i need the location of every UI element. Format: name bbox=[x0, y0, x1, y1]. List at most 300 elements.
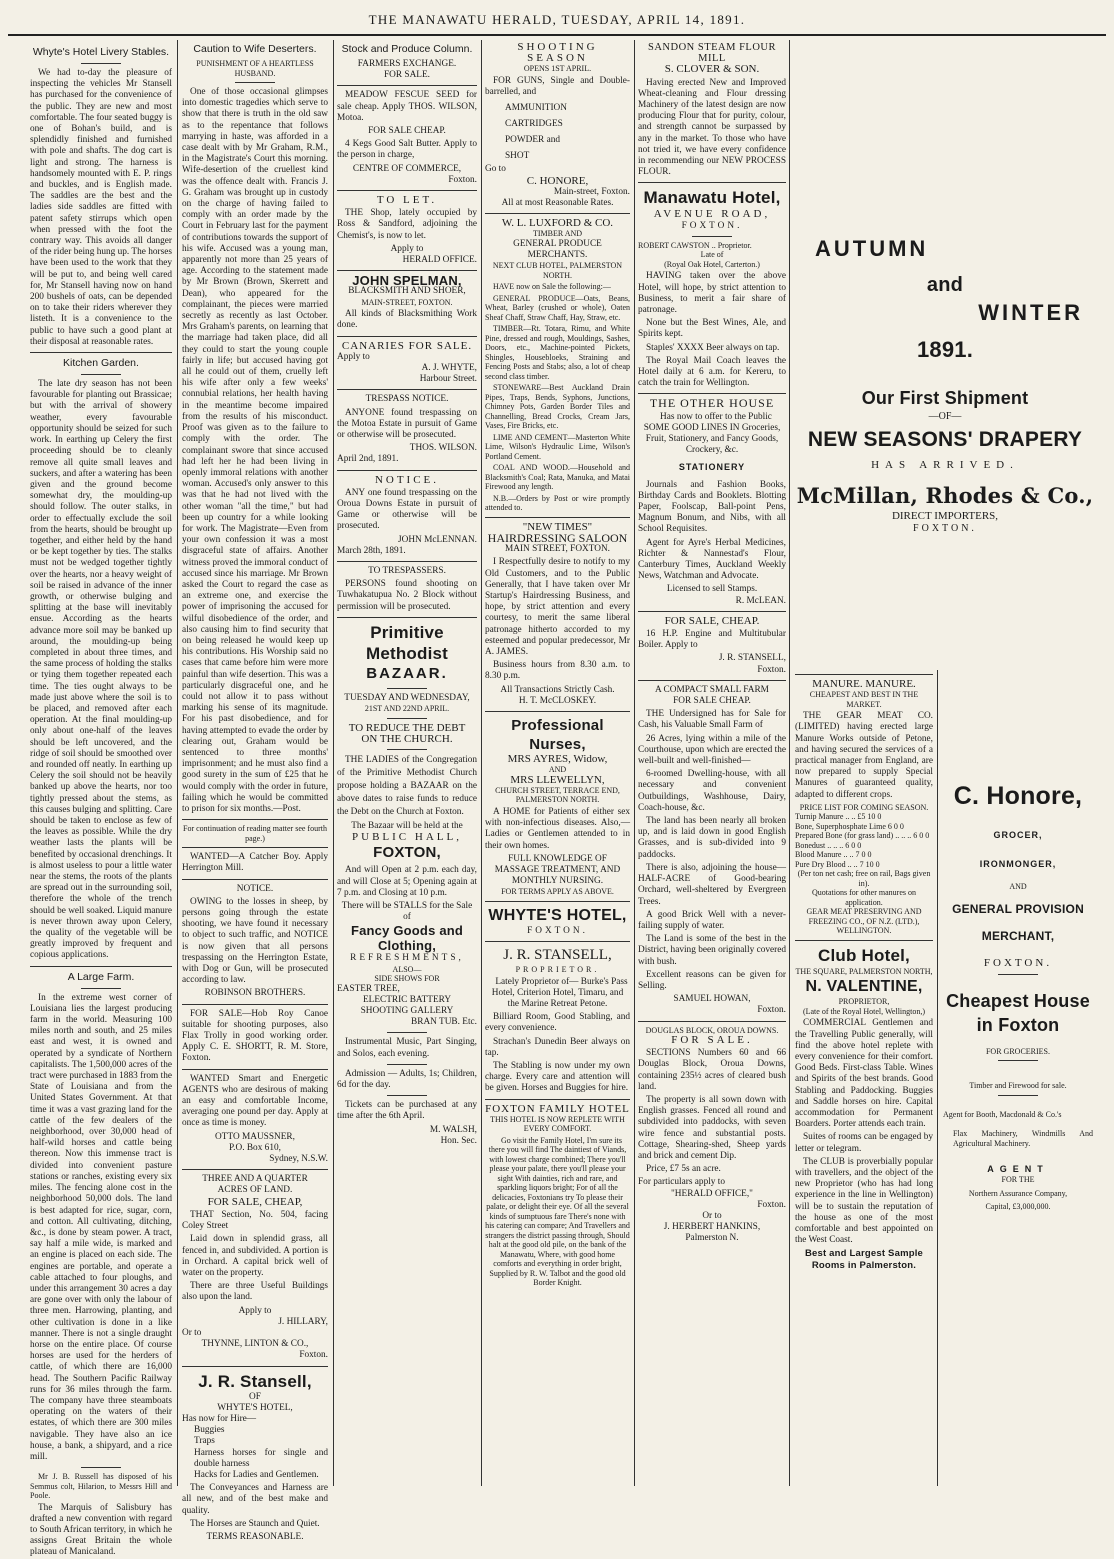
ad-title: McMillan, Rhodes & Co., bbox=[796, 483, 1094, 509]
ad-text: March 28th, 1891. bbox=[337, 545, 406, 556]
ad-text: Suites of rooms can be engaged by letter or telegram. bbox=[795, 1132, 933, 1154]
ad-heading: WHYTE'S HOTEL, bbox=[217, 1402, 293, 1413]
price-row: Bonedust .. .. .. 6 0 0 bbox=[795, 840, 862, 850]
ad-heading: A COMPACT SMALL FARM bbox=[655, 684, 769, 695]
ad-signature: Palmerston N. bbox=[685, 1233, 739, 1244]
ad-heading: STATIONERY bbox=[678, 462, 746, 473]
ad-title: WINTER bbox=[978, 300, 1083, 325]
ad-signature: THYNNE, LINTON & CO., bbox=[201, 1339, 309, 1350]
ad-heading: FOR SALE. bbox=[671, 1034, 753, 1047]
ad-text: There will be STALLS for the Sale of bbox=[341, 900, 473, 923]
ad-text: SECTIONS Numbers 60 and 66 Douglas Block, Oroua Downs, containing 235½ acres of cleared bush land. bbox=[638, 1048, 786, 1092]
ad-heading: PUBLIC HALL, bbox=[352, 831, 462, 844]
ad-heading: TRESPASS NOTICE. bbox=[365, 394, 449, 405]
article-heading: Kitchen Garden. bbox=[63, 357, 139, 370]
ad-text: OF bbox=[249, 1391, 261, 1402]
ad-text: N.B.—Orders by Post or wire promptly attended to. bbox=[485, 493, 630, 513]
ad-heading: REFRESHMENTS, bbox=[350, 953, 464, 964]
masthead-rule bbox=[8, 34, 1106, 36]
ad-text: All kinds of Blacksmithing Work done. bbox=[337, 309, 477, 331]
section-heading: FARMERS EXCHANGE. bbox=[357, 59, 457, 69]
ad-signature: J. HERBERT HANKINS, bbox=[663, 1222, 761, 1233]
ad-subheading: PRICE LIST FOR COMING SEASON. bbox=[799, 802, 929, 812]
ad-text: OWING to the losses in sheep, by persons going through the estate shooting, we have found it necessary to object to such traffic, and NOTICE is now given that all persons trespassing on the Herrington Estate, with Dog or Gun, will be prosecuted according to law. bbox=[182, 896, 328, 986]
column-6 bbox=[795, 40, 1095, 1486]
article-text: The late dry season has not been favourable for planting out Brassicae; but with the arrival of showery weather, every favourable opportunity should be seized for such work. In earthing up Celery the first proceeding should be to cleanly remove all quite small leaves and suckers, and after a watering has been given and the ground become somewhat dry, the moulding-up should follow. The outer stalks, in order to effectually exclude the soil from the hearts, should be brought up together, and either held by the hand or be kept together by ties. The stalks must not be wedged together tightly over the hearts, nor a heavy weight of soil be raised in advance of the inner growth, or otherwise bulging and splitting at the base will inevitably ensue. According as the hearts advance more soil may be banked up around, the moulding-up being completed in about three times, and the same process of holding the stalks or tying them together repeated each time. The ties ought always to be made just above where the soil is to be placed, and removed after each operation. At the final moulding-up only about one-half of the leaves should be left uncovered, and the ridge of soil should be smoothed over and rounded off neatly. In earthing up Celery the soil should not be heavily banked up above the hearts, nor too tightly pressed about the stems, as this causes bulging and splitting. Care should be taken to enclose as few of the leaves as possible. While the dry weather lasts the plants will be benefited by occasional drenchings. It is almost useless to pour a little water near the stems, the roots of the plants are spread out in the surrounding soil, therefore the whole of the trench should be well soaked. Liquid manure is never thrown away upon Celery, the quality of the vegetable will be greatly improved by frequent and copious applications. bbox=[30, 379, 173, 961]
divider bbox=[998, 974, 1038, 975]
ad-signature: A. J. WHYTE, bbox=[421, 362, 477, 373]
manure-club-column bbox=[795, 670, 938, 1486]
ad-text: COAL AND WOOD.—Household and Blacksmith's Coal; Rata, Manuka, and Matai Firewood any length. bbox=[485, 463, 630, 492]
ad-text: For particulars apply to bbox=[638, 1177, 726, 1188]
divider bbox=[337, 389, 477, 390]
ad-text: Having erected New and Improved Wheat-cleaning and Flour dressing Machinery of the latest design are now producing Flour that for purity, colour, and strength cannot be surpassed by any in the market. To those who have not tried it, we have every confidence in recommending our NEW PROCESS FLOUR. bbox=[638, 77, 786, 178]
ad-signature: ROBINSON BROTHERS. bbox=[204, 988, 306, 999]
ad-text: PERSONS found shooting on Tuwhakatupua No. 2 Block without permission will be prosecuted. bbox=[337, 579, 477, 612]
ad-text: CHURCH STREET, TERRACE END, PALMERSTON NORTH. bbox=[495, 785, 620, 805]
ad-text: NEXT CLUB HOTEL, PALMERSTON NORTH. bbox=[492, 261, 623, 280]
ad-signature: JOHN McLENNAN. bbox=[397, 534, 477, 545]
ad-text: 21ST AND 22ND APRIL. bbox=[364, 704, 450, 714]
article-text: Mr J. B. Russell has disposed of his Semmus colt, Hilarion, to Messrs Hill and Poole. bbox=[30, 1472, 172, 1501]
ad-text: The Bazaar will be held at the bbox=[351, 820, 463, 831]
ad-signature: M. WALSH, bbox=[429, 1124, 477, 1135]
ad-heading: IRONMONGER, bbox=[979, 859, 1057, 870]
ad-signature: C. HONORE, bbox=[526, 174, 589, 187]
ad-heading: ACRES OF LAND. bbox=[217, 1185, 293, 1196]
ad-title: 1891. bbox=[916, 337, 974, 362]
ad-text: THE SQUARE, PALMERSTON NORTH, bbox=[795, 966, 933, 976]
ad-list bbox=[485, 100, 630, 164]
divider bbox=[638, 182, 786, 183]
ad-text: (Royal Oak Hotel, Carterton.) bbox=[664, 259, 760, 269]
ad-signature: J. R. STANSELL, bbox=[718, 653, 786, 664]
column-divider bbox=[481, 40, 482, 1486]
ad-text: 4 Kegs Good Salt Butter. Apply to the person in charge, bbox=[337, 139, 477, 161]
ad-signature: Harbour Street. bbox=[419, 374, 477, 385]
list-item: AMMUNITION bbox=[505, 103, 567, 114]
ad-title: BAZAAR. bbox=[366, 664, 448, 682]
ad-text: TIMBER—Rt. Totara, Rimu, and White Pine, dressed and rough, Mouldings, Sashes, Doors, etc., Machine-pointed Pickets, Shingles, Housebloeks, Straining and Fencing Posts and Stabs; also, a lot of cheap second class timber. bbox=[485, 324, 630, 381]
divider bbox=[638, 393, 786, 394]
ad-heading: FOR SALE, CHEAP. bbox=[664, 614, 760, 627]
ad-text: (Late of the Royal Hotel, Wellington,) bbox=[802, 1006, 926, 1016]
ad-signature: Hon. Sec. bbox=[440, 1135, 477, 1146]
ad-heading: TO REDUCE THE DEBT bbox=[348, 721, 466, 734]
article-text: One of those occasional glimpses into domestic tragedies which serve to show that there is truth in the old saw as to the repentance that follows marrying in haste, was afforded in a case dealt with by Mr Graham, R.M., in the Magistrate's Court this morning. Wife-desertion of the cruellest kind was the offence dealt with. Francis J. G. Graham was brought up in custody on the charge of having failed to comply with an order made by the Court in February last for the payment of contributions towards the support of his wife. Accused was a young man, apparently not more than 25 years of age. According to the statement made by Mr Brown (Brown, Skerrett and Dean), who appeared for the complainant, the pieces were married secretly as recently as last October. Mrs Graham's parents, on learning that the marriage had taken place, did all they could to start the young couple fairly in life; but accused having got all he could out of them, cruelly left his wife after only a few weeks' connubial relations, her health having in the meantime become impaired from the results of his misconduct. Proof was given as to the failure to comply with the order. The complainant swore that since accused had left her he had been living in openly immoral relations with another woman. Accused's only answer to this was that he had not lived with the other woman "all the time," but had been up country for a while looking for work. The Magistrate—Even from your own confession it was a most disgraceful state of affairs. Another witness proved the immoral conduct of accused since his marriage. Mr Brown asked the Court to regard the case as an extreme one, and exercise the power of imprisoning the accused for wilful disobedience of the order, and also causing him to find security that on being released he would keep up his contributions. His Worship said no cases that came before him were more painful than wife desertion. This was a particularly disgraceful one, and he could not allow it to pass without marking his sense of its magnitude. For his past disobedience, and for having attempted to evade the order by clearing out, Graham would be sentenced to three months' imprisonment; and he must also find a good surety in the sum of £25 that he would comply with the order in future, failing which he would be committed to prison for six months.—Post. bbox=[182, 87, 328, 814]
divider bbox=[638, 680, 786, 681]
ad-text: PROPRIETOR. bbox=[515, 965, 600, 975]
ad-text: THE Undersigned has for Sale for Cash, his Valuable Small Farm of bbox=[638, 709, 786, 731]
ad-heading: FOR SALE CHEAP. bbox=[673, 696, 751, 707]
ad-text: THE LADIES of the Congregation of the Primitive Methodist Church propose holding a BAZAAR on the above dates to raise funds to reduce the Debt on the Church at Foxton. bbox=[337, 754, 477, 817]
list-item: Harness horses for single and double harness bbox=[194, 1447, 328, 1469]
ad-text: Apply to bbox=[238, 1305, 272, 1316]
ad-text: The Horses are Staunch and Quiet. bbox=[190, 1518, 320, 1529]
divider bbox=[998, 1060, 1038, 1061]
honore-column bbox=[943, 670, 1093, 1486]
ad-text: The Land is some of the best in the District, having been originally covered with bush. bbox=[638, 934, 786, 967]
divider bbox=[81, 1467, 121, 1468]
ad-title: FOXTON, bbox=[373, 844, 441, 862]
divider bbox=[387, 1064, 427, 1065]
ad-heading: TIMBER AND bbox=[532, 229, 583, 239]
ad-text: PROPRIETOR, bbox=[838, 997, 890, 1007]
divider bbox=[182, 819, 328, 820]
ad-heading: FOR SALE CHEAP. bbox=[368, 126, 446, 137]
ad-signature: CENTRE OF COMMERCE, bbox=[352, 163, 462, 174]
divider bbox=[387, 1032, 427, 1033]
ad-heading: W. L. LUXFORD & CO. bbox=[501, 217, 614, 230]
ad-signature: "HERALD OFFICE," bbox=[671, 1188, 753, 1199]
ad-text: AND bbox=[548, 765, 567, 775]
article-heading: A Large Farm. bbox=[67, 970, 135, 983]
ad-heading: SANDON STEAM FLOUR MILL bbox=[647, 42, 776, 65]
divider bbox=[387, 749, 427, 750]
ad-text: FOR TERMS APPLY AS ABOVE. bbox=[501, 887, 614, 897]
ad-signature: HERALD OFFICE. bbox=[402, 255, 477, 266]
divider bbox=[30, 352, 172, 353]
divider bbox=[485, 517, 630, 518]
ad-text: 6-roomed Dwelling-house, with all necessary and convenient Outbuildings, Washhouse, Dairy, Coach-house, &c. bbox=[638, 769, 786, 813]
column-3 bbox=[337, 40, 477, 1486]
ad-heading: MERCHANTS. bbox=[527, 250, 588, 261]
column-2 bbox=[182, 40, 328, 1542]
ad-signature: OTTO MAUSSNER, bbox=[215, 1131, 295, 1142]
divider bbox=[485, 213, 630, 214]
ad-heading: THE OTHER HOUSE bbox=[649, 396, 775, 411]
ad-text: Capital, £3,000,000. bbox=[985, 1202, 1051, 1212]
ad-heading: Best and Largest Sample Rooms in Palmerston. bbox=[804, 1248, 924, 1271]
ad-heading: GROCER, bbox=[993, 830, 1043, 840]
ad-heading: S. CLOVER & SON. bbox=[664, 63, 760, 76]
price-row: Bone, Superphosphate Lime 6 0 0 bbox=[795, 821, 904, 831]
ad-text: And will Open at 2 p.m. each day, and will Close at 5; Opening again at 7 p.m. and Closing at 10 p.m. bbox=[337, 865, 477, 898]
ad-text: Laid down in splendid grass, all fenced in, and subdivided. A portion is in Orchard. A capital brick well of water on the property. bbox=[182, 1234, 328, 1278]
divider bbox=[638, 611, 786, 612]
ad-text: THIS HOTEL IS NOW REPLETE WITH EVERY COMFORT. bbox=[490, 1114, 625, 1134]
ad-text: FOR SALE—Hob Roy Canoe suitable for shooting purposes, also Flax Trolly in good working order. Apply C. E. SHORTT, R. M. Store, Foxton. bbox=[182, 1008, 328, 1064]
divider bbox=[387, 718, 427, 719]
ad-text: AND bbox=[1009, 882, 1027, 892]
ad-text: FOR GUNS, Single and Double-barrelled, and bbox=[485, 75, 630, 98]
ad-text: BRAN TUB. Etc. bbox=[411, 1017, 477, 1028]
ad-text: LIME AND CEMENT—Masterton White Lime, Wilson's Hydraulic Lime, Wilson's Portland Cement. bbox=[485, 432, 630, 461]
masthead bbox=[0, 0, 1114, 38]
hire-list bbox=[182, 1425, 328, 1481]
divider bbox=[81, 374, 121, 375]
ad-heading: FULL KNOWLEDGE OF MASSAGE TREATMENT, AND MONTHLY NURSING. bbox=[494, 853, 621, 887]
ad-text: All Transactions Strictly Cash. bbox=[500, 684, 615, 695]
price-row: Blood Manure .. .. 7 0 0 bbox=[795, 850, 872, 860]
ad-text: COMMERCIAL Gentlemen and the Travelling Public generally, will find the above hotel replete with every convenience for their comfort. Good Beds. First-class Table. Wines and Spirits of the best brands. Good Stabling and Paddocking. Buggies and Saddle horses on hire. Capital accommodation for Permanent Boarders. Porter attends each train. bbox=[795, 1018, 933, 1130]
ad-subheading: CHEAPEST AND BEST IN THE MARKET. bbox=[809, 690, 919, 709]
divider bbox=[182, 1169, 328, 1170]
ad-text: None but the Best Wines, Ale, and Spirits kept. bbox=[638, 318, 786, 340]
divider bbox=[485, 941, 630, 942]
ad-text: 26 Acres, lying within a mile of the Courthouse, upon which are erected the well-built and well-finished— bbox=[638, 733, 786, 767]
divider bbox=[30, 966, 172, 967]
column-divider bbox=[634, 40, 635, 1486]
divider bbox=[337, 190, 477, 191]
ad-heading: FOXTON. bbox=[527, 925, 588, 936]
ad-title: J. R. Stansell, bbox=[198, 1371, 312, 1391]
list-item: CARTRIDGES bbox=[505, 119, 563, 130]
ad-title: Cheapest House in Foxton bbox=[946, 990, 1090, 1035]
ad-text: SHOOTING GALLERY bbox=[360, 1005, 454, 1016]
ad-text: A HOME for Patients of either sex with non-infectious diseases. Also,—Ladies or Gentlemen attended to in their own homes. bbox=[485, 806, 630, 851]
article-heading: Whyte's Hotel Livery Stables. bbox=[32, 46, 170, 58]
ad-text: WANTED—A Catcher Boy. Apply Herrington Mill. bbox=[182, 852, 328, 874]
article-text: The Marquis of Salisbury has drafted a new convention with regard to South African territory, in which he assigns Great Britain the whole plateau of Manicaland. bbox=[30, 1502, 172, 1558]
ad-text: The CLUB is proverbially popular with travellers, and the object of the new Proprietor (who has had long experience in the line in Wellington) will be to sustain the reputation of the house as one of the most comfortable and best appointed on the West Coast. bbox=[795, 1156, 933, 1246]
divider bbox=[337, 470, 477, 471]
ad-signature: Foxton. bbox=[757, 1199, 786, 1210]
divider bbox=[337, 270, 477, 271]
ad-heading: MRS AYRES, Widow, bbox=[507, 752, 608, 765]
ad-text: Northern Assurance Company, bbox=[968, 1188, 1068, 1198]
ad-heading: FOR SALE, CHEAP, bbox=[207, 1195, 303, 1208]
divider bbox=[81, 988, 121, 989]
ad-signature: Foxton. bbox=[757, 1005, 786, 1016]
column-4 bbox=[485, 40, 630, 1486]
ad-heading: FOXTON. bbox=[983, 957, 1053, 970]
ad-text: Journals and Fashion Books, Birthday Cards and Booklets. Blotting Paper, Foolscap, Ball-point Pens, Magnum Bonum, and Nibs, with all School Requisites. bbox=[638, 479, 786, 535]
ad-heading: DOUGLAS BLOCK, OROUA DOWNS. bbox=[645, 1025, 779, 1035]
masthead-title: THE MANAWATU HERALD, TUESDAY, APRIL 14, 1891. bbox=[368, 12, 746, 27]
ad-text: ANY one found trespassing on the Oroua Downs Estate in pursuit of Game or otherwise will be prosecuted. bbox=[337, 487, 477, 532]
ad-heading: NOTICE. bbox=[236, 883, 274, 894]
ad-text: FOR THE bbox=[1001, 1175, 1035, 1185]
divider bbox=[81, 63, 121, 64]
ad-heading: THREE AND A QUARTER bbox=[202, 1174, 308, 1185]
ad-heading: FOXTON FAMILY HOTEL bbox=[485, 1102, 630, 1115]
ad-text: Or to bbox=[702, 1211, 722, 1222]
ad-text: Admission — Adults, 1s; Children, 6d for the day. bbox=[337, 1068, 477, 1090]
column-heading: Stock and Produce Column. bbox=[341, 43, 473, 55]
list-item: Hacks for Ladies and Gentlemen. bbox=[194, 1469, 319, 1480]
ad-text: GENERAL PRODUCE—Oats, Beans, Wheat, Barley (crushed or whole), Oaten Sheaf Chaff, Straw Chaff, Hay, Straw, etc. bbox=[485, 293, 630, 322]
ad-heading: AVENUE ROAD, bbox=[653, 208, 771, 221]
ad-text: The Stabling is now under my own charge. Every care and attention will be given. Horses and Buggies for hire. bbox=[485, 1060, 630, 1094]
divider bbox=[638, 1021, 786, 1022]
ad-text: TERMS REASONABLE. bbox=[206, 1531, 304, 1542]
divider bbox=[485, 901, 630, 902]
ad-text: Apply to bbox=[390, 243, 424, 254]
ad-text: A good Brick Well with a never-failing supply of water. bbox=[638, 909, 786, 931]
ad-heading: ON THE CHURCH. bbox=[361, 732, 453, 745]
ad-text: THAT Section, No. 504, facing Coley Street bbox=[182, 1209, 328, 1232]
ad-text: EASTER TREE, bbox=[337, 983, 400, 994]
ad-title: Manawatu Hotel, bbox=[643, 188, 781, 208]
ad-text: The Conveyances and Harness are all new, and of the best make and quality. bbox=[182, 1483, 328, 1516]
article-text: In the extreme west corner of Louisiana lies the largest producing farm in the world. Measuring 100 miles north and south, and 25 miles east and west, it is owned and operated by a syndicate of Northern capitalists. The 1,500,000 acres of the tract were purchased in 1883 from the State of Louisiana and from the United States Government. At that time it was a vast grazing land for the cattle of the few dealers of the neighborhood, over 30,000 head of half-wild horses and cattle being thereon. Now this immense tract is divided into convenient pasture stations or ranches, existing every six miles. The fencing alone cost in the neighborhood 50,000 dols. The land is best adapted for rice, sugar, corn, and cotton. All cultivating, ditching, &c., is done by steam power. A tract, say half a mile wide, is marked and an engine is placed on each side. The engines are portable, and operate a cable attached to four ploughs, and under this arrangement 30 acres a day are gone over with only the labour of three men. Harrowing, planting, and other cultivation is done in a like manner. There is not a single draught horse on the entire place. Of course horses are used for the herders of cattle, of which there are 16,000 head. The Southern Pacific Railway runs for 36 miles through the farm. The company have three steamboats operating on the waters of their estates, of which there are 300 miles navigable. They have also an ice house, a bank, a shipyard, and a rice mill. bbox=[30, 992, 172, 1462]
article-text: We had to-day the pleasure of inspecting the vehicles Mr Stansell has purchased for the convenience of the public. They are new and most comfortable. The four seated buggy is one of Bohan's build, and is splendidly finished and furnished with pole and shafts. The dog cart is light and strong. The harness is handsomely mounted with E. P. rings and buckles, and is English made. The saddles are the best and the ladies side saddles are fitted with patent safety stirrups which open when pressed with the foot the contrary way. This avoids all danger of the rider being hung up. The horses have been used to the work that they will be put to, and being well cared for, Mr Stansell having now on hand 200 bushels of oats, can be depended on to take their riders wherever they listeth. It is a convenience to the public to have such a good plant at their disposal at reasonable rates. bbox=[30, 68, 172, 347]
spacer bbox=[795, 40, 1095, 235]
ad-text: Late of bbox=[700, 250, 724, 260]
divider bbox=[692, 236, 732, 237]
price-row: Pure Dry Blood .. .. 7 10 0 bbox=[795, 859, 880, 869]
ad-heading: GENERAL PROVISION bbox=[952, 901, 1084, 916]
ad-heading: GENERAL PRODUCE bbox=[513, 238, 602, 249]
ad-signature: H. T. McCLOSKEY. bbox=[518, 695, 597, 706]
ad-text: Or to bbox=[182, 1327, 202, 1338]
column-5 bbox=[638, 40, 786, 1486]
ad-text: Licensed to sell Stamps. bbox=[666, 584, 758, 595]
price-row: Turnip Manure .. .. £5 10 0 bbox=[795, 812, 882, 822]
price-list bbox=[795, 812, 933, 869]
divider bbox=[387, 1095, 427, 1096]
ad-text: Flax Machinery, Windmills And Agricultural Machinery. bbox=[953, 1129, 1093, 1148]
divider bbox=[485, 711, 630, 712]
divider bbox=[387, 688, 427, 689]
list-item: Traps bbox=[194, 1436, 215, 1447]
ad-text: I Respectfully desire to notify to my Old Customers, and to the Public Generally, that I have taken over Mr Startup's Hairdressing Business, and hope, by strict attention and every courtesy, to merit the same liberal patronage hitherto accorded to my esteemed and popular predecessor, Mr A. JAMES. bbox=[485, 557, 630, 657]
ad-heading: CANARIES FOR SALE. bbox=[341, 339, 473, 352]
ad-title: Fancy Goods and Clothing, bbox=[350, 923, 464, 954]
ad-signature: Foxton. bbox=[757, 664, 786, 675]
ad-heading: "NEW TIMES" bbox=[522, 520, 593, 533]
divider bbox=[795, 940, 933, 941]
ad-poem: Go visit the Family Hotel, I'm sure its there you will find The daintiest of Viands, with lowest charge combined; There you'll please your palate, there you'll please your sight With dainties, rich and rare, and sparkling liquors bright; For of all the delicacies, Foxtonians try To please their palate, or delight their eye. Of all the several kinds of sumptuous fare There's none with his catering can compare; And Travellers and strangers the district passing through, Should halt at the good old pile, on the bank of the Manawatu, Where, with good home comforts and everything in order bright, Supplied by R. W. Talbot and the good old Border Knight. bbox=[485, 1135, 630, 1288]
divider bbox=[485, 1099, 630, 1100]
divider bbox=[795, 674, 933, 675]
ad-text: Tickets can be purchased at any time after the 6th April. bbox=[337, 1100, 477, 1122]
ad-heading: TO LET. bbox=[376, 194, 438, 207]
ad-text: Business hours from 8.30 a.m. to 8.30 p.m. bbox=[485, 660, 630, 682]
ad-heading: MRS LLEWELLYN, bbox=[510, 773, 605, 786]
ad-signature: GEAR MEAT PRESERVING AND FREEZING CO., OF N.Z. (LTD.), WELLINGTON. bbox=[806, 907, 922, 936]
ad-heading: MANURE. MANURE. bbox=[812, 678, 916, 690]
list-item: Buggies bbox=[194, 1425, 225, 1436]
divider bbox=[182, 1366, 328, 1367]
ad-title: AUTUMN bbox=[815, 236, 929, 261]
divider bbox=[337, 617, 477, 618]
ad-text: The land has been nearly all broken up, and is laid down in good English Grasses, and is sub-divided into 9 paddocks. bbox=[638, 816, 786, 860]
ad-text: Apply to bbox=[337, 351, 370, 362]
divider bbox=[998, 1095, 1038, 1096]
ad-text: Instrumental Music, Part Singing, and Solos, each evening. bbox=[337, 1037, 477, 1059]
ad-title: JOHN SPELMAN, bbox=[352, 273, 462, 289]
ad-text: HAVE now on Sale the following:— bbox=[493, 282, 611, 292]
ad-title: Club Hotel, bbox=[818, 945, 910, 965]
ad-heading: MAIN-STREET, FOXTON. bbox=[361, 297, 453, 307]
ad-title: J. R. STANSELL, bbox=[503, 947, 612, 964]
price-row: Prepared Bone (for grass land) .. .. .. 6 0 0 bbox=[795, 831, 930, 841]
article-subheading: PUNISHMENT OF A HEARTLESS HUSBAND. bbox=[196, 59, 314, 78]
ad-title: NEW SEASONS' DRAPERY bbox=[807, 428, 1083, 452]
ad-heading: DIRECT IMPORTERS, bbox=[891, 510, 999, 523]
list-item: POWDER and bbox=[505, 135, 561, 146]
ad-signature: THOS. WILSON. bbox=[409, 443, 477, 454]
ad-text: The Royal Mail Coach leaves the Hotel daily at 6 a.m. for Kereru, to catch the train for Wellington. bbox=[638, 355, 786, 389]
column-divider bbox=[789, 40, 790, 1486]
divider bbox=[337, 85, 477, 86]
ad-text: FOR GROCERIES. bbox=[985, 1046, 1050, 1056]
divider bbox=[235, 82, 275, 83]
ad-text: Excellent reasons can be given for Selling. bbox=[638, 969, 786, 991]
divider bbox=[182, 1004, 328, 1005]
ad-text: STONEWARE—Best Auckland Drain Pipes, Traps, Bends, Syphons, Junctions, Chimney Pots, Garden Border Tiles and Channelling, Bread Crocks, Cream Jars, Vases, Fire Bricks, etc. bbox=[485, 383, 630, 431]
ad-heading: MERCHANT, bbox=[981, 929, 1055, 944]
divider bbox=[182, 847, 328, 848]
ad-heading: HAS ARRIVED. bbox=[871, 459, 1019, 472]
ad-text: Has now for Hire— bbox=[182, 1413, 257, 1424]
continuation-note: For continuation of reading matter see fourth page.) bbox=[183, 824, 327, 843]
ad-text: Lately Proprietor of— Burke's Pass Hotel, Criterion Hotel, Timaru, and the Marine Retreat Petone. bbox=[491, 976, 628, 1009]
column-divider bbox=[177, 40, 178, 1486]
ad-title: WHYTE'S HOTEL, bbox=[488, 906, 627, 924]
column-divider bbox=[333, 40, 334, 1486]
spacer bbox=[943, 670, 1093, 780]
ad-heading: FOXTON. bbox=[913, 522, 977, 534]
ad-text: 16 H.P. Engine and Multitubular Boiler. Apply to bbox=[638, 629, 786, 651]
divider bbox=[337, 336, 477, 337]
ad-text: HAVING taken over the above Hotel, will hope, by strict attention to Business, to merit a fair share of patronage. bbox=[638, 271, 786, 315]
ad-signature: R. McLEAN. bbox=[735, 595, 786, 606]
ad-signature: Main-street, Foxton. bbox=[553, 186, 630, 197]
ad-signature: P.O. Box 610, bbox=[229, 1142, 281, 1153]
ad-text: Staples' XXXX Beer always on tap. bbox=[646, 342, 780, 353]
ad-text: Billiard Room, Good Stabling, and every convenience. bbox=[485, 1012, 630, 1034]
ad-text: Price, £7 5s an acre. bbox=[646, 1164, 721, 1175]
ad-title: Primitive Methodist bbox=[365, 622, 449, 663]
ad-heading: TO TRESPASSERS. bbox=[368, 566, 446, 577]
ad-heading: FOXTON. bbox=[681, 220, 743, 231]
ad-text: Go to bbox=[485, 164, 506, 175]
divider bbox=[182, 1069, 328, 1070]
ad-text: Has now to offer to the Public SOME GOOD LINES IN Groceries, Fruit, Stationery, and Fancy Goods, Crockery, &c. bbox=[643, 411, 781, 456]
ad-text: The property is all sown down with English grasses. Fenced all round and subdivided into paddocks, with seven wire fence and substantial posts. Cottage, Shearing-shed, Sheep yards and brick and cement Dip. bbox=[638, 1095, 786, 1162]
ad-title: Professional Nurses, bbox=[511, 716, 604, 753]
ad-text: WANTED Smart and Energetic AGENTS who are desirous of making an easy and comfortable Income, averaging one pound per day. Apply at once as time is money. bbox=[182, 1073, 328, 1129]
ad-text: ALSO— bbox=[392, 964, 422, 974]
ad-text: April 2nd, 1891. bbox=[337, 454, 399, 465]
ad-heading: AGENT bbox=[987, 1164, 1049, 1175]
ad-text: SIDE SHOWS FOR bbox=[374, 974, 440, 984]
ad-text: (Per ton net cash; free on rail, Bags given in). bbox=[797, 869, 931, 888]
ad-heading: HAIRDRESSING SALOON bbox=[487, 530, 628, 545]
ad-text: ROBERT CAWSTON .. Proprietor. bbox=[638, 240, 752, 250]
article-heading: Caution to Wife Deserters. bbox=[193, 43, 317, 55]
ad-text: Agent for Booth, Macdonald & Co.'s bbox=[943, 1109, 1062, 1119]
ad-text: THE Shop, lately occupied by Ross & Sandford, adjoining the Chemist's, is now to let. bbox=[337, 208, 477, 241]
section-heading: FOR SALE. bbox=[384, 70, 430, 81]
ad-subheading: OPENS 1ST APRIL. bbox=[523, 64, 592, 74]
ad-signature: Foxton. bbox=[448, 174, 477, 185]
ad-text: There are three Useful Buildings also upon the land. bbox=[182, 1281, 328, 1303]
ad-text: Agent for Ayre's Herbal Medicines, Richter & Nannestad's Flour, Canterbury Times, Auckland Weekly News, Watchman and Advocate. bbox=[638, 537, 786, 582]
ad-text: THE GEAR MEAT CO. (LIMITED) having erected large Manure Works outside of Petone, and having secured the services of a practical manager from England, are now prepared to supply Special Manures of guaranteed quality, adapted to different crops. bbox=[795, 711, 933, 800]
divider bbox=[337, 561, 477, 562]
ad-title: Our First Shipment bbox=[861, 388, 1029, 408]
ad-title: and bbox=[926, 274, 964, 296]
column-1 bbox=[30, 40, 173, 1558]
ad-heading: NOTICE. bbox=[374, 473, 440, 486]
ad-heading: SHOOTING SEASON bbox=[517, 41, 598, 65]
ad-text: ELECTRIC BATTERY bbox=[362, 994, 452, 1005]
ad-text: Strachan's Dunedin Beer always on tap. bbox=[485, 1036, 630, 1058]
ad-signature: Sydney, N.S.W. bbox=[269, 1154, 328, 1165]
ad-text: Timber and Firewood for sale. bbox=[969, 1081, 1067, 1091]
ad-heading: BLACKSMITH AND SHOER, bbox=[348, 286, 466, 297]
ad-text: There is also, adjoining the house— HALF-ACRE of Good-bearing Orchard, well-sheltered by Evergreen Trees. bbox=[638, 862, 786, 907]
ad-text: —OF— bbox=[928, 411, 962, 422]
divider bbox=[182, 879, 328, 880]
ad-heading: MAIN STREET, FOXTON. bbox=[504, 544, 611, 555]
ad-signature: SAMUEL HOWAN, bbox=[673, 994, 751, 1005]
ad-title: C. Honore, bbox=[953, 782, 1083, 810]
